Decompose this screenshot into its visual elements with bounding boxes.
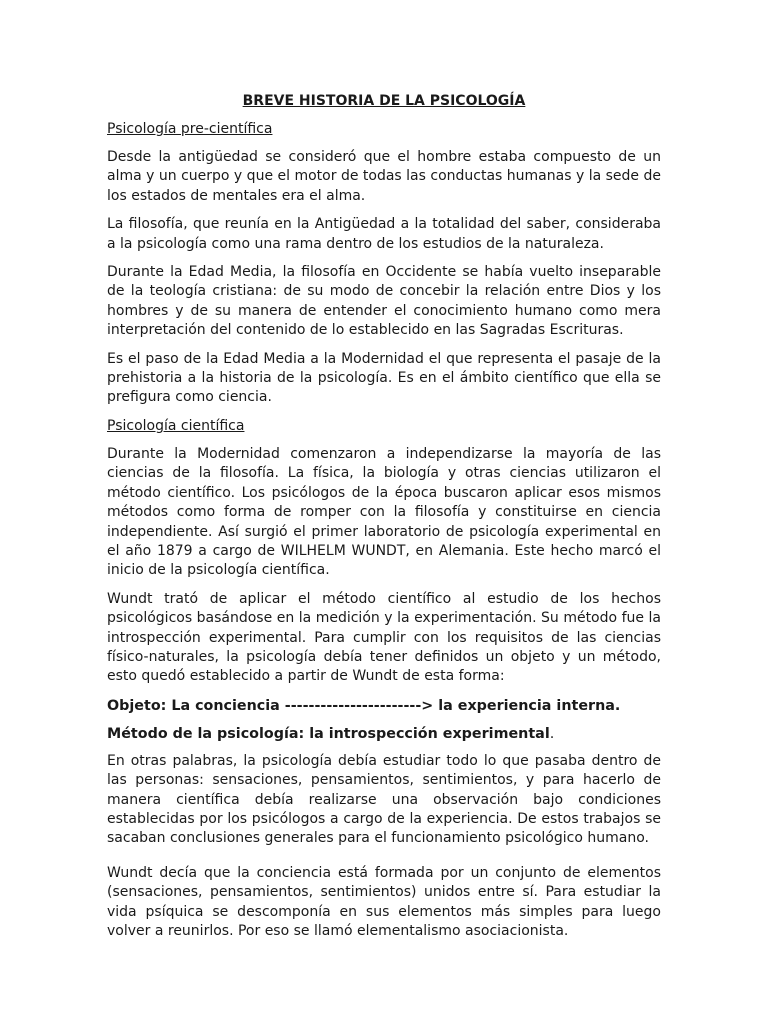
paragraph: Wundt decía que la conciencia está formada por un conjunto de elementos (sensaciones, pensamientos, sentimientos) unidos entre sí. Para estudiar la vida psíquica se descomponía en sus elementos más simples para luego volver a reunirlos. Por eso se llamó elementalismo asociacionista. <box>107 864 661 939</box>
metodo-text: Método de la psicología: la introspección experimental <box>107 725 550 742</box>
paragraph: Durante la Modernidad comenzaron a independizarse la mayoría de las ciencias de la filosofía. La física, la biología y otras ciencias utilizaron el método científico. Los psicólogos de la época buscaron aplicar esos mismos métodos como forma de romper con la filosofía y constituirse en ciencia independiente. Así surgió el primer laboratorio de psicología experimental en el año 1879 a cargo de WILHELM WUNDT, en Alemania. Este hecho marcó el inicio de la psicología científica. <box>107 445 661 579</box>
paragraph: La filosofía, que reunía en la Antigüedad a la totalidad del saber, consideraba a la psicología como una rama dentro de los estudios de la naturaleza. <box>107 216 661 252</box>
section-heading-cientifica: Psicología científica <box>107 417 245 434</box>
objeto-line: Objeto: La conciencia -----------------------> la experiencia interna. <box>107 697 621 714</box>
section-heading-precientifica: Psicología pre-científica <box>107 121 273 137</box>
metodo-period: . <box>549 725 555 742</box>
paragraph: Wundt trató de aplicar el método científico al estudio de los hechos psicológicos basándose en la medición y la experimentación. Su método fue la introspección experimental. Para cumplir con los requisitos de las ciencias físico-naturales, la psicología debía tener definidos un objeto y un método, esto quedó establecido a partir de Wundt de esta forma: <box>107 590 661 685</box>
paragraph: En otras palabras, la psicología debía estudiar todo lo que pasaba dentro de las personas: sensaciones, pensamientos, sentimientos, y para hacerlo de manera científica debía realizarse una observación bajo condiciones establecidas por los psicólogos a cargo de la experiencia. De estos trabajos se sacaban conclusiones generales para el funcionamiento psicológico humano. <box>107 752 661 847</box>
paragraph: Desde la antigüedad se consideró que el hombre estaba compuesto de un alma y un cuerpo y que el motor de todas las conductas humanas y la sede de los estados de mentales era el alma. <box>107 149 661 204</box>
paragraph: Es el paso de la Edad Media a la Modernidad el que representa el pasaje de la prehistoria a la historia de la psicología. Es en el ámbito científico que ella se prefigura como ciencia. <box>107 350 661 406</box>
paragraph: Durante la Edad Media, la filosofía en Occidente se había vuelto inseparable de la teología cristiana: de su modo de concebir la relación entre Dios y los hombres y de su manera de entender el conocimiento humano como mera interpretación del contenido de lo establecido en las Sagradas Escrituras. <box>107 264 661 339</box>
document-title: BREVE HISTORIA DE LA PSICOLOGÍA <box>242 93 526 109</box>
metodo-line <box>107 724 661 744</box>
document-page <box>107 92 661 950</box>
